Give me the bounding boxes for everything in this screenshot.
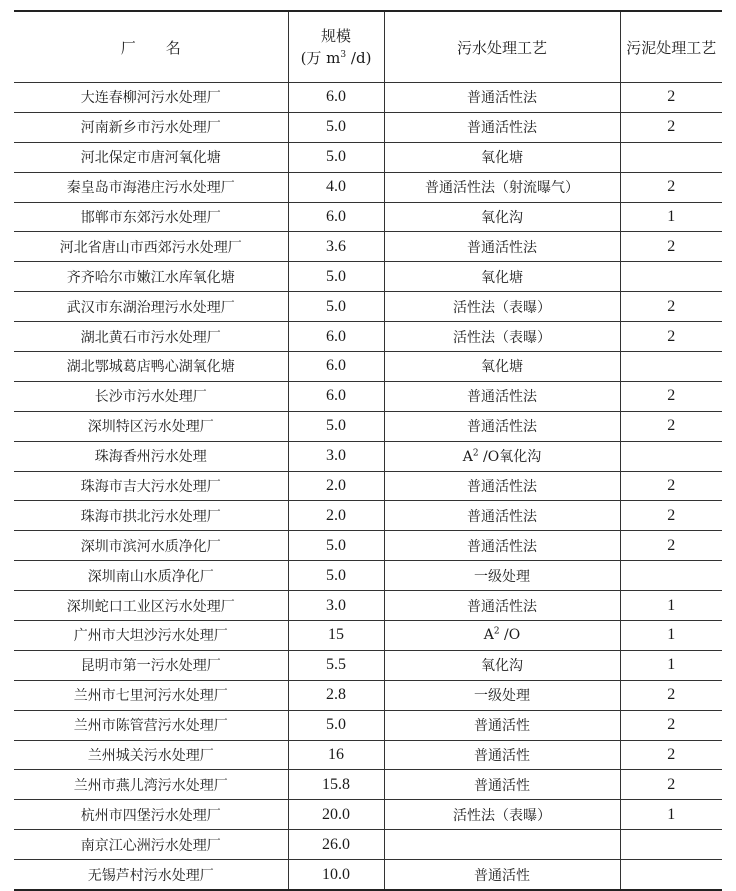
cell-scale: 5.0 bbox=[288, 292, 384, 322]
cell-plant-name: 湖北鄂城葛店鸭心湖氧化塘 bbox=[14, 352, 288, 382]
cell-water-process: 氧化塘 bbox=[384, 142, 620, 172]
cell-sludge-process: 2 bbox=[620, 172, 722, 202]
cell-scale: 5.0 bbox=[288, 262, 384, 292]
cell-scale: 2.0 bbox=[288, 501, 384, 531]
cell-water-process: 普通活性 bbox=[384, 860, 620, 890]
cell-water-process bbox=[384, 621, 620, 651]
cell-plant-name: 兰州市燕儿湾污水处理厂 bbox=[14, 770, 288, 800]
cell-water-process: 氧化塘 bbox=[384, 262, 620, 292]
header-scale-title: 规模 bbox=[320, 27, 351, 45]
table-row bbox=[14, 680, 722, 710]
cell-plant-name: 珠海市拱北污水处理厂 bbox=[14, 501, 288, 531]
cell-scale: 2.8 bbox=[288, 680, 384, 710]
cell-scale: 5.0 bbox=[288, 142, 384, 172]
table-row bbox=[14, 561, 722, 591]
cell-water-process: 一级处理 bbox=[384, 561, 620, 591]
water-process-post: /O bbox=[499, 627, 521, 644]
cell-water-process: 普通活性 bbox=[384, 740, 620, 770]
cell-water-process: 普通活性法 bbox=[384, 411, 620, 441]
table-row bbox=[14, 710, 722, 740]
header-water-process: 污水处理工艺 bbox=[384, 11, 620, 83]
header-scale-unit-post: /d) bbox=[346, 49, 372, 67]
cell-plant-name: 齐齐哈尔市嫩江水库氧化塘 bbox=[14, 262, 288, 292]
table-row bbox=[14, 172, 722, 202]
table-row bbox=[14, 411, 722, 441]
cell-plant-name: 深圳市滨河水质净化厂 bbox=[14, 531, 288, 561]
cell-sludge-process: 2 bbox=[620, 531, 722, 561]
cell-plant-name: 深圳特区污水处理厂 bbox=[14, 411, 288, 441]
cell-plant-name: 珠海香州污水处理 bbox=[14, 441, 288, 471]
cell-water-process bbox=[384, 441, 620, 471]
cell-water-process: 普通活性法 bbox=[384, 471, 620, 501]
cell-sludge-process bbox=[620, 561, 722, 591]
table-row bbox=[14, 650, 722, 680]
water-process-sup: 2 bbox=[472, 448, 479, 459]
table-header-row bbox=[14, 11, 722, 83]
header-scale-unit-pre: (万 m bbox=[300, 49, 341, 67]
cell-scale: 26.0 bbox=[288, 830, 384, 860]
cell-water-process: 普通活性法 bbox=[384, 83, 620, 113]
cell-plant-name: 兰州市七里河污水处理厂 bbox=[14, 680, 288, 710]
cell-scale: 20.0 bbox=[288, 800, 384, 830]
cell-sludge-process: 2 bbox=[620, 83, 722, 113]
cell-sludge-process: 2 bbox=[620, 292, 722, 322]
cell-water-process: 普通活性法 bbox=[384, 381, 620, 411]
cell-plant-name: 珠海市吉大污水处理厂 bbox=[14, 471, 288, 501]
cell-sludge-process: 2 bbox=[620, 381, 722, 411]
cell-plant-name: 秦皇岛市海港庄污水处理厂 bbox=[14, 172, 288, 202]
cell-scale: 5.0 bbox=[288, 411, 384, 441]
water-process-sup: 2 bbox=[493, 626, 500, 637]
header-scale bbox=[288, 11, 384, 83]
water-process-pre: A bbox=[462, 449, 473, 466]
table-row bbox=[14, 142, 722, 172]
cell-scale: 15.8 bbox=[288, 770, 384, 800]
cell-scale: 5.0 bbox=[288, 561, 384, 591]
cell-sludge-process bbox=[620, 860, 722, 890]
cell-water-process: 活性法（表曝） bbox=[384, 292, 620, 322]
cell-plant-name: 深圳蛇口工业区污水处理厂 bbox=[14, 591, 288, 621]
table-row bbox=[14, 381, 722, 411]
header-sludge-process: 污泥处理工艺 bbox=[620, 11, 722, 83]
table-row bbox=[14, 531, 722, 561]
cell-sludge-process bbox=[620, 441, 722, 471]
plant-table-container bbox=[14, 10, 722, 891]
cell-scale: 6.0 bbox=[288, 83, 384, 113]
cell-scale: 5.0 bbox=[288, 710, 384, 740]
cell-water-process: 氧化沟 bbox=[384, 650, 620, 680]
cell-plant-name: 兰州市陈管营污水处理厂 bbox=[14, 710, 288, 740]
table-row bbox=[14, 621, 722, 651]
cell-plant-name: 大连春柳河污水处理厂 bbox=[14, 83, 288, 113]
cell-sludge-process bbox=[620, 352, 722, 382]
table-row bbox=[14, 860, 722, 890]
cell-plant-name: 南京江心洲污水处理厂 bbox=[14, 830, 288, 860]
table-row bbox=[14, 800, 722, 830]
cell-plant-name: 兰州城关污水处理厂 bbox=[14, 740, 288, 770]
cell-plant-name: 河北保定市唐河氧化塘 bbox=[14, 142, 288, 172]
cell-scale: 3.0 bbox=[288, 591, 384, 621]
cell-sludge-process: 2 bbox=[620, 112, 722, 142]
cell-water-process: 普通活性法 bbox=[384, 591, 620, 621]
table-row bbox=[14, 352, 722, 382]
cell-plant-name: 无锡芦村污水处理厂 bbox=[14, 860, 288, 890]
cell-scale: 3.6 bbox=[288, 232, 384, 262]
cell-plant-name: 长沙市污水处理厂 bbox=[14, 381, 288, 411]
cell-water-process: 普通活性法 bbox=[384, 112, 620, 142]
cell-scale: 5.0 bbox=[288, 112, 384, 142]
cell-scale: 6.0 bbox=[288, 352, 384, 382]
cell-scale: 16 bbox=[288, 740, 384, 770]
cell-plant-name: 湖北黄石市污水处理厂 bbox=[14, 322, 288, 352]
cell-water-process: 普通活性 bbox=[384, 710, 620, 740]
table-row bbox=[14, 830, 722, 860]
cell-sludge-process bbox=[620, 262, 722, 292]
table-row bbox=[14, 202, 722, 232]
cell-sludge-process: 2 bbox=[620, 322, 722, 352]
water-process-pre: A bbox=[483, 627, 494, 644]
cell-sludge-process: 2 bbox=[620, 740, 722, 770]
cell-sludge-process: 1 bbox=[620, 650, 722, 680]
cell-scale: 5.0 bbox=[288, 531, 384, 561]
water-process-post: /O氧化沟 bbox=[478, 449, 542, 466]
cell-scale: 2.0 bbox=[288, 471, 384, 501]
cell-sludge-process bbox=[620, 142, 722, 172]
cell-sludge-process: 2 bbox=[620, 770, 722, 800]
table-row bbox=[14, 83, 722, 113]
cell-sludge-process: 1 bbox=[620, 800, 722, 830]
cell-plant-name: 武汉市东湖治理污水处理厂 bbox=[14, 292, 288, 322]
table-row bbox=[14, 112, 722, 142]
cell-plant-name: 河北省唐山市西郊污水处理厂 bbox=[14, 232, 288, 262]
cell-sludge-process: 1 bbox=[620, 621, 722, 651]
cell-scale: 6.0 bbox=[288, 381, 384, 411]
cell-plant-name: 广州市大坦沙污水处理厂 bbox=[14, 621, 288, 651]
table-row bbox=[14, 441, 722, 471]
cell-plant-name: 河南新乡市污水处理厂 bbox=[14, 112, 288, 142]
cell-plant-name: 深圳南山水质净化厂 bbox=[14, 561, 288, 591]
table-row bbox=[14, 262, 722, 292]
table-row bbox=[14, 322, 722, 352]
cell-water-process: 普通活性法（射流曝气） bbox=[384, 172, 620, 202]
cell-scale: 5.5 bbox=[288, 650, 384, 680]
cell-scale: 6.0 bbox=[288, 322, 384, 352]
header-scale-unit bbox=[289, 47, 384, 69]
cell-sludge-process: 1 bbox=[620, 591, 722, 621]
cell-sludge-process: 2 bbox=[620, 232, 722, 262]
cell-water-process bbox=[384, 830, 620, 860]
cell-sludge-process: 1 bbox=[620, 202, 722, 232]
cell-water-process: 一级处理 bbox=[384, 680, 620, 710]
wastewater-plant-table bbox=[14, 10, 722, 891]
cell-plant-name: 邯郸市东郊污水处理厂 bbox=[14, 202, 288, 232]
cell-plant-name: 昆明市第一污水处理厂 bbox=[14, 650, 288, 680]
table-row bbox=[14, 232, 722, 262]
cell-sludge-process: 2 bbox=[620, 710, 722, 740]
cell-sludge-process: 2 bbox=[620, 501, 722, 531]
table-row bbox=[14, 770, 722, 800]
cell-water-process: 普通活性法 bbox=[384, 501, 620, 531]
cell-water-process: 活性法（表曝） bbox=[384, 322, 620, 352]
header-plant-name: 厂 名 bbox=[14, 11, 288, 83]
cell-sludge-process: 2 bbox=[620, 411, 722, 441]
cell-water-process: 活性法（表曝） bbox=[384, 800, 620, 830]
cell-sludge-process bbox=[620, 830, 722, 860]
cell-sludge-process: 2 bbox=[620, 680, 722, 710]
cell-water-process: 普通活性法 bbox=[384, 531, 620, 561]
cell-scale: 6.0 bbox=[288, 202, 384, 232]
table-row bbox=[14, 740, 722, 770]
cell-scale: 10.0 bbox=[288, 860, 384, 890]
header-scale-unit-sup: 3 bbox=[340, 50, 347, 60]
table-row bbox=[14, 501, 722, 531]
cell-scale: 15 bbox=[288, 621, 384, 651]
cell-water-process: 普通活性 bbox=[384, 770, 620, 800]
cell-water-process: 氧化塘 bbox=[384, 352, 620, 382]
table-row bbox=[14, 292, 722, 322]
table-row bbox=[14, 591, 722, 621]
cell-water-process: 普通活性法 bbox=[384, 232, 620, 262]
cell-scale: 3.0 bbox=[288, 441, 384, 471]
cell-sludge-process: 2 bbox=[620, 471, 722, 501]
table-row bbox=[14, 471, 722, 501]
cell-scale: 4.0 bbox=[288, 172, 384, 202]
cell-water-process: 氧化沟 bbox=[384, 202, 620, 232]
cell-plant-name: 杭州市四堡污水处理厂 bbox=[14, 800, 288, 830]
